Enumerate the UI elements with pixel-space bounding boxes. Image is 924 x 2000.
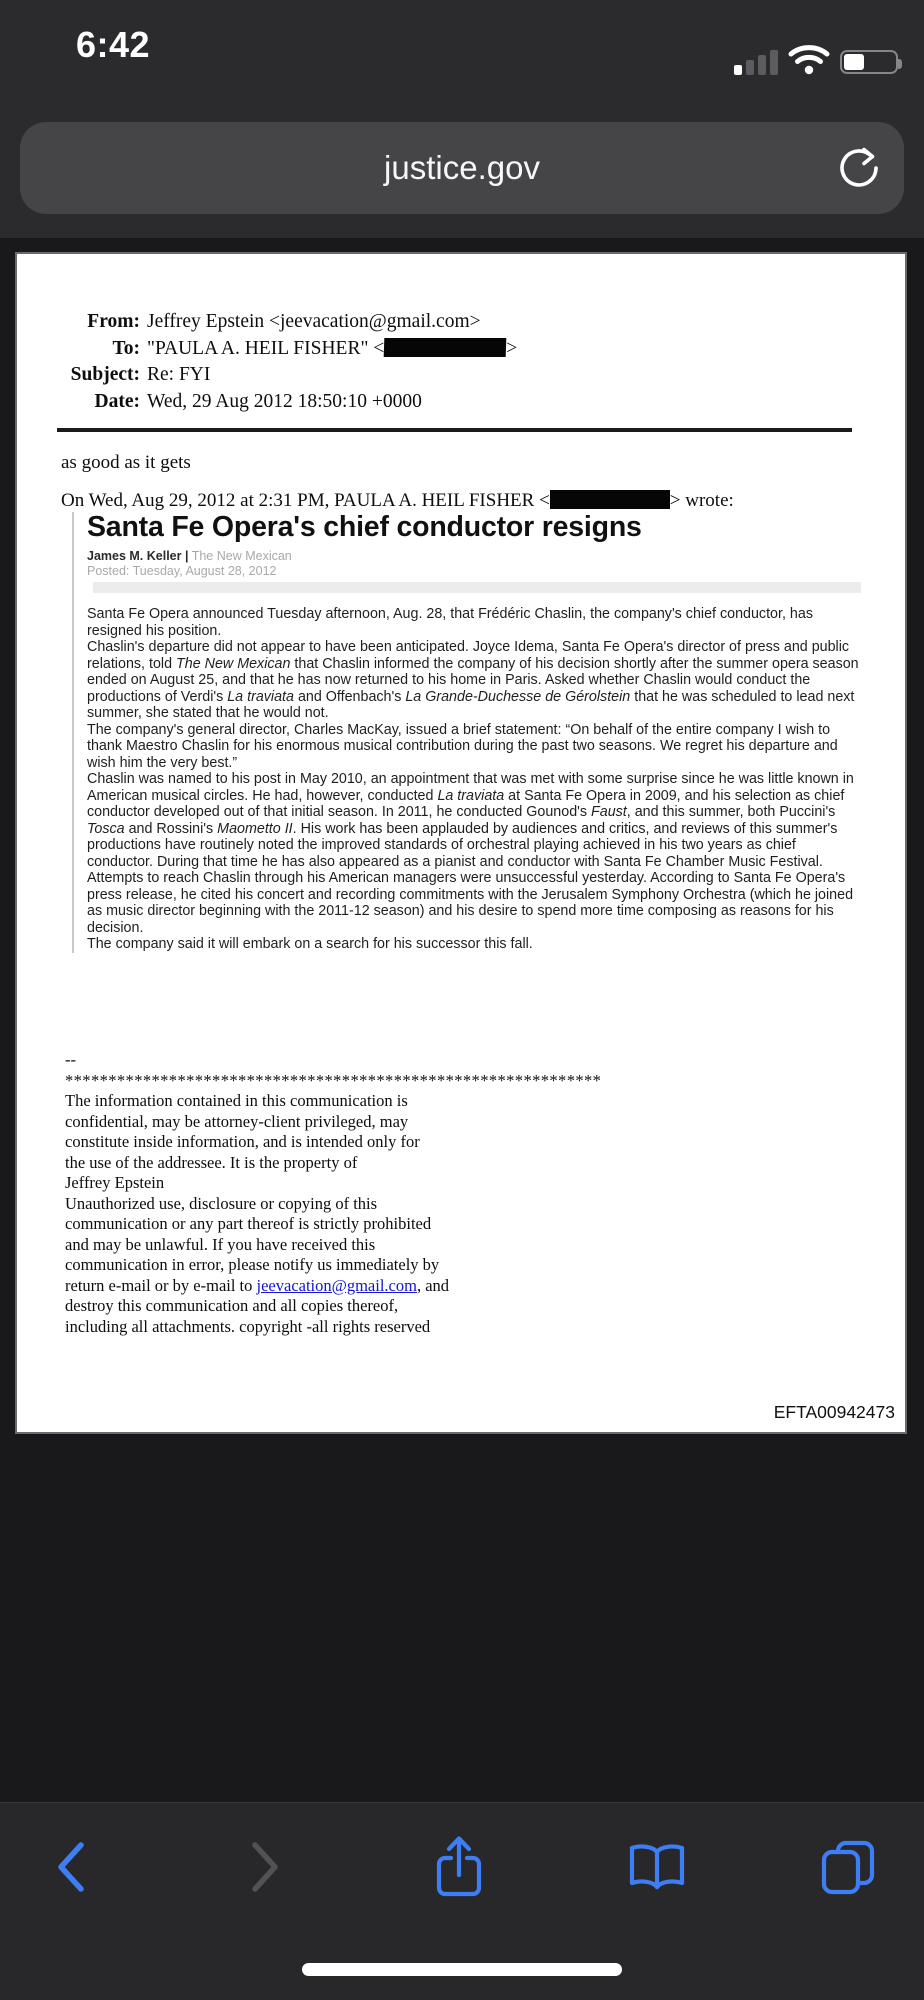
byline-author: James M. Keller | <box>87 549 189 563</box>
browser-header <box>0 0 924 238</box>
chevron-back-icon <box>55 1840 87 1894</box>
tabs-icon <box>820 1839 876 1895</box>
cellular-signal-icon <box>734 49 779 75</box>
quoted-article-blockquote <box>72 512 858 953</box>
status-bar-icons <box>734 44 899 80</box>
subject-value: Re: FYI <box>147 364 211 385</box>
home-indicator[interactable] <box>302 1963 622 1976</box>
open-book-icon <box>627 1843 687 1891</box>
disclaimer-line: communication or any part thereof is strictly prohibited <box>65 1214 432 1233</box>
article-paragraph: Chaslin was named to his post in May 2010, an appointment that was met with some surprise since he was little known in American musical circles. He had, however, conducted La traviata at Santa Fe Opera in 2009, and his selection as chief conductor developed out of that initial season. In 2011, he conducted Gounod's Faust, and this summer, both Puccini's Tosca and Rossini's Maometto II. His work has been applauded by audiences and critics, and reviews of this summer's productions have routinely noted the improved standards of orchestral playing achieved in his two years as chief conductor. During that time he has also appeared as a pianist and conductor with Santa Fe Chamber Music Festival. <box>87 771 854 870</box>
signature-separator: -- <box>65 1050 76 1069</box>
quoted-message-intro: On Wed, Aug 29, 2012 at 2:31 PM, PAULA A. HEIL FISHER < > wrote: <box>61 490 734 511</box>
disclaimer-line: destroy this communication and all copies thereof, <box>65 1296 399 1315</box>
article-paragraph: The company said it will embark on a search for his successor this fall. <box>87 936 533 952</box>
tabs-button[interactable] <box>820 1839 876 1900</box>
to-label: To: <box>112 337 140 359</box>
article-paragraph: Santa Fe Opera announced Tuesday afternoon, Aug. 28, that Frédéric Chaslin, the company's chief conductor, has resigned his position. <box>87 606 813 639</box>
disclaimer-line: and may be unlawful. If you have received this <box>65 1234 376 1254</box>
email-header-to <box>41 336 517 363</box>
disclaimer-line: return e-mail or by e-mail to jeevacation@gmail.com, and <box>65 1275 450 1295</box>
article-headline: Santa Fe Opera's chief conductor resigns <box>87 511 642 543</box>
article-paragraph: Chaslin's departure did not appear to have been anticipated. Joyce Idema, Santa Fe Opera's director of press and public relations, told The New Mexican that Chaslin informed the company of his decision shortly after the summer opera season ended on August 25, and that he has now returned to his home in Paris. Asked whether Chaslin would conduct the productions of Verdi's La traviata and Offenbach's La Grande-Duchesse de Gérolstein that he was scheduled to lead next summer, she stated that he would not. <box>87 639 859 721</box>
url-bar[interactable] <box>20 122 904 214</box>
email-signature-disclaimer <box>65 1050 601 1337</box>
email-body-text: as good as it gets <box>61 452 191 473</box>
status-bar-time: 6:42 <box>76 24 151 65</box>
disclaimer-line: Jeffrey Epstein <box>65 1173 165 1192</box>
byline-source: The New Mexican <box>191 549 292 563</box>
battery-nub <box>898 59 902 69</box>
signal-bar <box>746 60 755 75</box>
email-header-date <box>41 389 517 416</box>
disclaimer-line: Unauthorized use, disclosure or copying of this <box>65 1193 378 1213</box>
signal-bar <box>770 50 779 75</box>
bates-number: EFTA00942473 <box>773 1402 895 1422</box>
disclaimer-line: including all attachments. copyright -all rights reserved <box>65 1316 431 1336</box>
disclaimer-line: The information contained in this communication is <box>65 1091 408 1110</box>
article-byline <box>87 549 858 564</box>
email-link[interactable]: jeevacation@gmail.com <box>256 1275 417 1295</box>
pdf-document-page <box>17 254 905 1432</box>
signal-bar <box>758 55 767 75</box>
disclaimer-lines <box>65 1091 601 1337</box>
header-divider-rule <box>57 428 852 432</box>
forward-button[interactable] <box>249 1840 281 1899</box>
email-header-block <box>41 309 517 415</box>
email-header-from <box>41 309 517 336</box>
share-icon <box>432 1834 486 1900</box>
bookmarks-button[interactable] <box>627 1843 687 1896</box>
image-placeholder-bar <box>93 582 861 593</box>
signature-star-line: ************************************************************** <box>65 1070 602 1090</box>
to-value: "PAULA A. HEIL FISHER" < > <box>147 337 518 359</box>
date-label: Date: <box>94 390 140 412</box>
redaction-box <box>384 338 507 357</box>
disclaimer-line: confidential, may be attorney-client privileged, may <box>65 1111 409 1131</box>
from-label: From: <box>87 311 140 332</box>
chevron-forward-icon <box>249 1840 281 1894</box>
email-header-subject <box>41 362 517 389</box>
disclaimer-line: the use of the addressee. It is the property of <box>65 1152 358 1172</box>
url-text: justice.gov <box>384 149 540 186</box>
battery-icon <box>840 50 898 74</box>
wifi-icon <box>788 44 830 80</box>
article-paragraph: The company's general director, Charles MacKay, issued a brief statement: “On behalf of the entire company I wish to thank Maestro Chaslin for his enormous musical contribution during the past two seasons. We regret his departure and wish him the very best.” <box>87 721 838 771</box>
subject-label: Subject: <box>70 364 140 385</box>
back-button[interactable] <box>55 1840 87 1899</box>
reload-icon[interactable] <box>836 145 882 191</box>
article-posted-date: Posted: Tuesday, August 28, 2012 <box>87 564 277 578</box>
from-value: Jeffrey Epstein <jeevacation@gmail.com> <box>147 311 481 332</box>
signal-bar <box>734 65 743 75</box>
share-button[interactable] <box>432 1834 486 1905</box>
date-value: Wed, 29 Aug 2012 18:50:10 +0000 <box>147 390 422 412</box>
article-body <box>87 606 859 953</box>
disclaimer-line: communication in error, please notify us immediately by <box>65 1255 440 1274</box>
article-paragraph: Attempts to reach Chaslin through his American managers were unsuccessful yesterday. According to Santa Fe Opera's press release, he cited his concert and recording commitments with the Jerusalem Symphony Orchestra (which he joined as music director beginning with the 2011-12 season) and his desire to spend more time composing as reasons for his decision. <box>87 870 854 936</box>
redaction-box <box>550 490 670 509</box>
battery-fill <box>844 54 864 70</box>
safari-bottom-toolbar <box>0 1802 924 2000</box>
disclaimer-line: constitute inside information, and is intended only for <box>65 1132 420 1151</box>
